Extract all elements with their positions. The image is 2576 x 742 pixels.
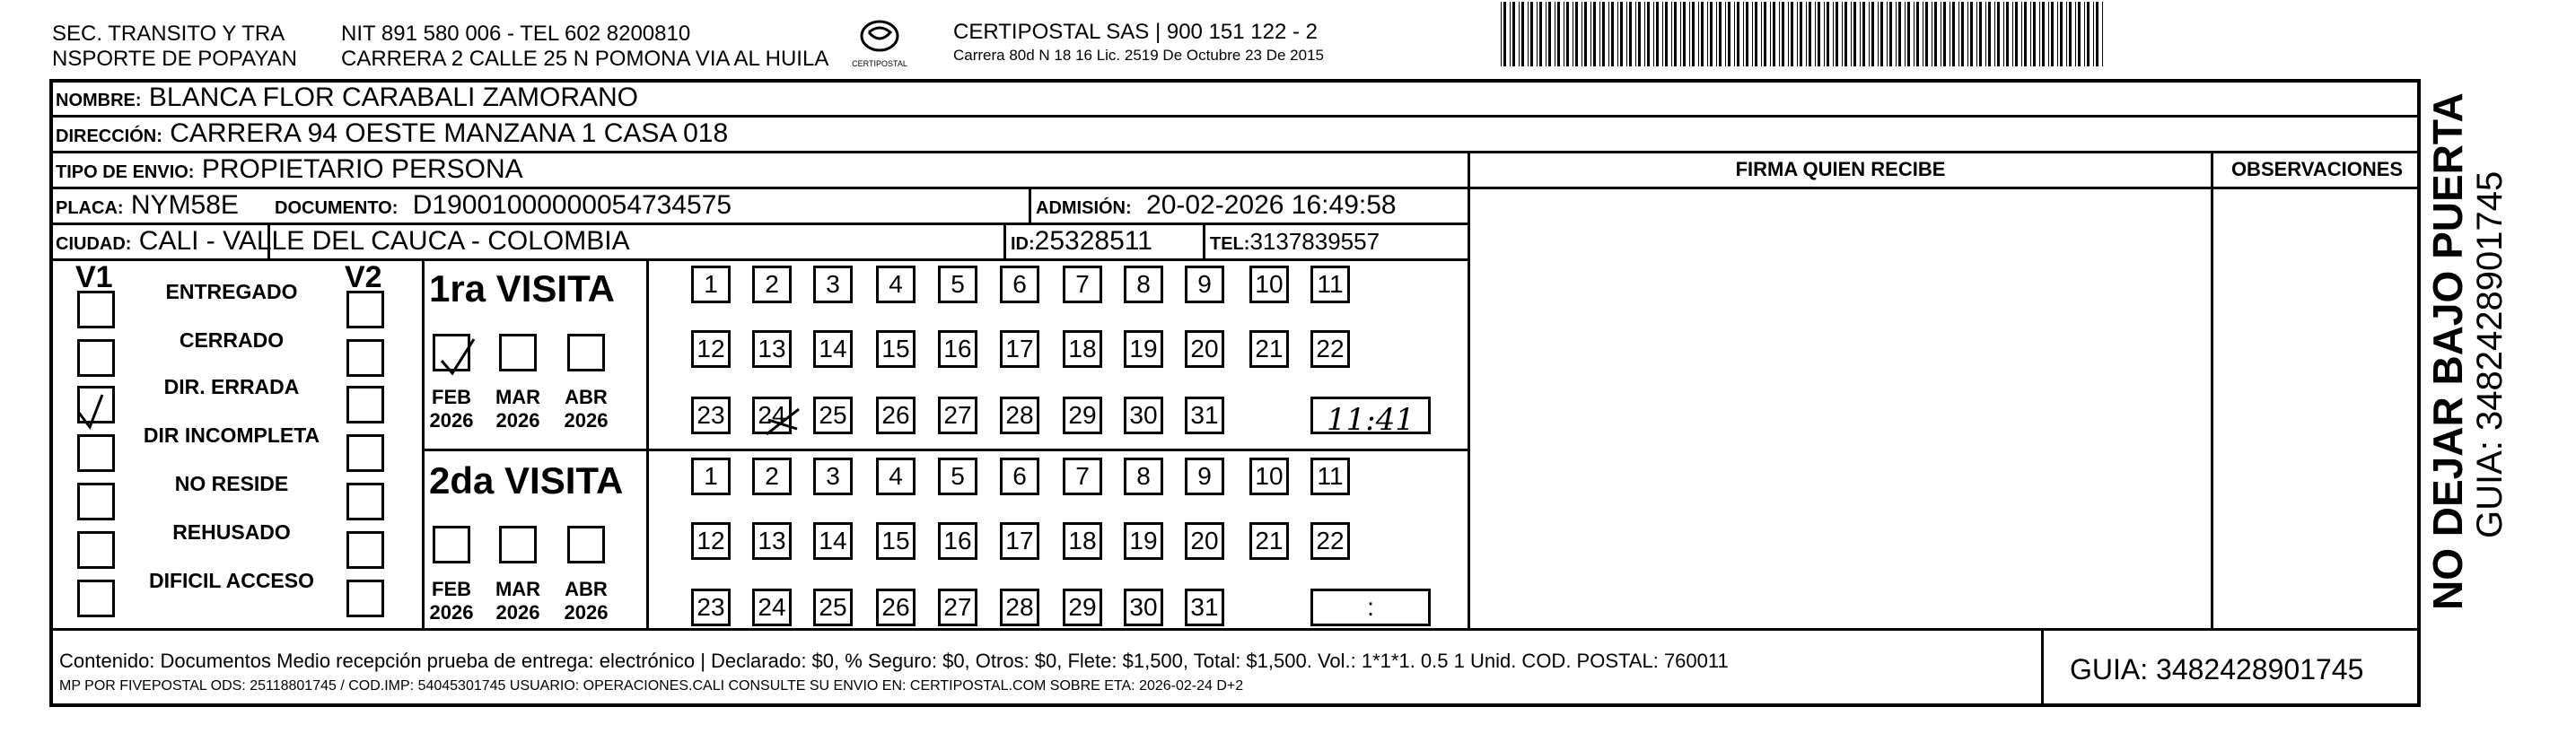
day-box[interactable]: 21 bbox=[1249, 330, 1289, 368]
barcode-bar bbox=[1629, 2, 1632, 66]
barcode-bar bbox=[1528, 2, 1529, 66]
day-box[interactable]: 24 bbox=[752, 589, 792, 626]
barcode-bar bbox=[1665, 2, 1668, 66]
barcode-bar bbox=[1985, 2, 1986, 66]
day-box[interactable]: 22 bbox=[1310, 330, 1350, 368]
day-box[interactable]: 9 bbox=[1185, 458, 1224, 495]
admision-label: ADMISIÓN: bbox=[1036, 198, 1132, 218]
nombre-value: BLANCA FLOR CARABALI ZAMORANO bbox=[148, 83, 639, 112]
day-box[interactable]: 22 bbox=[1310, 522, 1350, 560]
barcode-bar bbox=[1979, 2, 1982, 66]
barcode-bar bbox=[1862, 2, 1865, 66]
ciudad-field bbox=[56, 226, 630, 259]
barcode-bar bbox=[2075, 2, 2076, 66]
barcode-bar bbox=[1818, 2, 1820, 66]
month-label bbox=[425, 386, 478, 432]
barcode-bar bbox=[1537, 2, 1538, 66]
barcode-bar bbox=[2078, 2, 2081, 66]
month-year: 2026 bbox=[564, 409, 609, 432]
day-box[interactable]: 2 bbox=[752, 266, 792, 303]
day-box[interactable]: 16 bbox=[938, 330, 977, 368]
second-visit-title: 2da VISITA bbox=[429, 459, 624, 502]
status-v1-checkbox[interactable] bbox=[77, 483, 115, 520]
day-box[interactable]: 31 bbox=[1185, 589, 1224, 626]
courier-info bbox=[953, 20, 1324, 66]
status-v2-checkbox[interactable] bbox=[346, 434, 384, 472]
barcode-bar bbox=[2024, 2, 2027, 66]
month-year: 2026 bbox=[564, 601, 609, 624]
day-box[interactable]: 30 bbox=[1124, 397, 1163, 434]
barcode-bar bbox=[1608, 2, 1609, 66]
day-box[interactable]: 10 bbox=[1249, 458, 1289, 495]
day-box[interactable]: 30 bbox=[1124, 589, 1163, 626]
no-dejar-warning: NO DEJAR BAJO PUERTA bbox=[2424, 92, 2471, 610]
month-label bbox=[559, 578, 613, 624]
day-box[interactable]: 29 bbox=[1063, 589, 1102, 626]
status-v2-checkbox[interactable] bbox=[346, 483, 384, 520]
barcode-bar bbox=[1689, 2, 1690, 66]
barcode-bar bbox=[1755, 2, 1757, 66]
month-name: FEB bbox=[432, 578, 471, 600]
status-v1-checkbox[interactable] bbox=[77, 291, 115, 328]
barcode-bar bbox=[1934, 2, 1937, 66]
barcode-bar bbox=[2015, 2, 2018, 66]
day-box[interactable]: 27 bbox=[938, 589, 977, 626]
barcode-bar bbox=[1994, 2, 1995, 66]
barcode-bar bbox=[2102, 2, 2103, 66]
month-checkbox[interactable] bbox=[567, 526, 605, 563]
month-name: MAR bbox=[495, 578, 541, 600]
courier-line-2: Carrera 80d N 18 16 Lic. 2519 De Octubre 23 De 2015 bbox=[953, 47, 1324, 64]
tel-value: 3137839557 bbox=[1249, 228, 1380, 255]
barcode-bar bbox=[1680, 2, 1681, 66]
day-box[interactable]: 8 bbox=[1124, 266, 1163, 303]
barcode-bar bbox=[1746, 2, 1748, 66]
month-name: MAR bbox=[495, 386, 541, 408]
admision-value: 20-02-2026 16:49:58 bbox=[1146, 190, 1397, 220]
barcode-bar bbox=[2084, 2, 2085, 66]
crossed-day-mark-icon bbox=[761, 402, 806, 441]
barcode-bar bbox=[1626, 2, 1627, 66]
day-box[interactable]: 8 bbox=[1124, 458, 1163, 495]
barcode-bar bbox=[1590, 2, 1591, 66]
direccion-field bbox=[56, 118, 728, 152]
tipo-envio-field bbox=[56, 154, 523, 188]
barcode-bar bbox=[1833, 2, 1834, 66]
barcode-bar bbox=[1898, 2, 1901, 66]
barcode-bar bbox=[1806, 2, 1807, 66]
id-label: ID: bbox=[1011, 234, 1035, 254]
tel-field bbox=[1210, 226, 1380, 259]
day-box[interactable]: 14 bbox=[813, 330, 853, 368]
status-v2-checkbox[interactable] bbox=[346, 531, 384, 569]
day-box[interactable]: 31 bbox=[1185, 397, 1224, 434]
day-box[interactable]: 10 bbox=[1249, 266, 1289, 303]
id-value: 25328511 bbox=[1034, 226, 1152, 256]
barcode-bar bbox=[1782, 2, 1784, 66]
barcode-bar bbox=[1800, 2, 1802, 66]
day-box[interactable]: 11 bbox=[1310, 266, 1350, 303]
day-box[interactable]: 27 bbox=[938, 397, 977, 434]
barcode-bar bbox=[1575, 2, 1578, 66]
barcode-bar bbox=[1824, 2, 1825, 66]
signature-area[interactable] bbox=[1472, 190, 2208, 626]
barcode-bar bbox=[1719, 2, 1722, 66]
barcode-bar bbox=[2030, 2, 2031, 66]
barcode-bar bbox=[1698, 2, 1699, 66]
barcode-bar bbox=[1728, 2, 1730, 66]
day-box[interactable]: 16 bbox=[938, 522, 977, 560]
barcode-bar bbox=[2060, 2, 2063, 66]
barcode-bar bbox=[1988, 2, 1991, 66]
day-box[interactable]: 20 bbox=[1185, 330, 1224, 368]
barcode-bar bbox=[1997, 2, 2000, 66]
day-box[interactable]: 12 bbox=[691, 330, 731, 368]
barcode-bar bbox=[1539, 2, 1542, 66]
status-label: NO RESIDE bbox=[174, 472, 289, 495]
barcode-bar bbox=[1710, 2, 1713, 66]
day-box[interactable]: 3 bbox=[813, 458, 853, 495]
barcode-bar bbox=[1788, 2, 1789, 66]
status-label: DIFICIL ACCESO bbox=[148, 569, 314, 592]
barcode-bar bbox=[1797, 2, 1798, 66]
day-box[interactable]: 25 bbox=[813, 589, 853, 626]
day-box[interactable]: 19 bbox=[1124, 522, 1163, 560]
barcode-bar bbox=[1851, 2, 1852, 66]
barcode-bar bbox=[1638, 2, 1641, 66]
barcode-bar bbox=[2048, 2, 2049, 66]
sender-nit bbox=[341, 22, 828, 72]
day-box[interactable]: 18 bbox=[1063, 522, 1102, 560]
day-box[interactable]: 6 bbox=[1000, 458, 1039, 495]
barcode-bar bbox=[1791, 2, 1793, 66]
day-box[interactable]: 7 bbox=[1063, 266, 1102, 303]
courier-line-1: CERTIPOSTAL SAS | 900 151 122 - 2 bbox=[953, 20, 1318, 44]
svg-text:CERTIPOSTAL: CERTIPOSTAL bbox=[852, 59, 907, 68]
barcode-bar bbox=[1779, 2, 1780, 66]
day-box[interactable]: 24 bbox=[752, 397, 792, 434]
status-v1-checkbox[interactable] bbox=[77, 339, 115, 377]
barcode-bar bbox=[2069, 2, 2072, 66]
barcode-bar bbox=[1961, 2, 1964, 66]
barcode-bar bbox=[1674, 2, 1677, 66]
status-v1-checkbox[interactable] bbox=[77, 580, 115, 617]
barcode-bar bbox=[1611, 2, 1614, 66]
barcode-bar bbox=[1725, 2, 1726, 66]
status-label: DIR INCOMPLETA bbox=[143, 423, 320, 447]
day-box[interactable]: 4 bbox=[876, 266, 916, 303]
barcode-bar bbox=[1707, 2, 1708, 66]
day-box[interactable]: 25 bbox=[813, 397, 853, 434]
status-v1-checkbox[interactable] bbox=[77, 531, 115, 569]
barcode-bar bbox=[1869, 2, 1870, 66]
documento-field bbox=[275, 190, 732, 223]
barcode-bar bbox=[1701, 2, 1704, 66]
imp-text: MP POR FIVEPOSTAL ODS: 25118801745 / COD.IMP: 54045301745 USUARIO: OPERACIONES.CALI CONSULTE SU ENVIO EN: CERTIPOSTAL.COM SOBRE ETA: 2026-02-24 D+2 bbox=[59, 678, 1244, 694]
barcode-bar bbox=[1566, 2, 1569, 66]
day-box[interactable]: 4 bbox=[876, 458, 916, 495]
observations-area[interactable] bbox=[2215, 190, 2418, 626]
nombre-field bbox=[56, 83, 638, 116]
day-box[interactable]: 21 bbox=[1249, 522, 1289, 560]
barcode-bar bbox=[1683, 2, 1686, 66]
tipo-label: TIPO DE ENVIO: bbox=[56, 162, 195, 182]
month-name: FEB bbox=[432, 386, 471, 408]
nit-line-2: CARRERA 2 CALLE 25 N POMONA VIA AL HUILA bbox=[341, 47, 829, 71]
guia-footer: GUIA: 3482428901745 bbox=[2070, 653, 2364, 685]
admision-field bbox=[1036, 190, 1397, 223]
barcode-bar bbox=[1860, 2, 1861, 66]
ciudad-label: CIUDAD: bbox=[56, 234, 132, 254]
barcode-bar bbox=[1512, 2, 1515, 66]
day-box[interactable]: 1 bbox=[691, 458, 731, 495]
day-box[interactable]: 18 bbox=[1063, 330, 1102, 368]
barcode-bar bbox=[2066, 2, 2067, 66]
day-box[interactable]: 1 bbox=[691, 266, 731, 303]
day-box[interactable]: 14 bbox=[813, 522, 853, 560]
id-field bbox=[1011, 226, 1152, 259]
day-box[interactable]: 26 bbox=[876, 589, 916, 626]
barcode-bar bbox=[2051, 2, 2054, 66]
day-box[interactable]: 7 bbox=[1063, 458, 1102, 495]
status-v2-checkbox[interactable] bbox=[346, 339, 384, 377]
barcode-bar bbox=[1967, 2, 1968, 66]
barcode-bar bbox=[1958, 2, 1959, 66]
barcode bbox=[1501, 2, 2104, 66]
day-box[interactable]: 28 bbox=[1000, 589, 1039, 626]
barcode-bar bbox=[1734, 2, 1735, 66]
barcode-bar bbox=[2057, 2, 2058, 66]
barcode-bar bbox=[1620, 2, 1623, 66]
barcode-bar bbox=[1644, 2, 1645, 66]
status-v2-checkbox[interactable] bbox=[346, 386, 384, 423]
barcode-bar bbox=[1752, 2, 1753, 66]
barcode-bar bbox=[1653, 2, 1654, 66]
barcode-bar bbox=[1880, 2, 1883, 66]
documento-label: DOCUMENTO: bbox=[275, 198, 399, 218]
placa-field bbox=[56, 190, 239, 223]
barcode-bar bbox=[1501, 2, 1502, 66]
day-box[interactable]: 17 bbox=[1000, 330, 1039, 368]
day-box[interactable]: 19 bbox=[1124, 330, 1163, 368]
barcode-bar bbox=[2006, 2, 2009, 66]
first-visit-title: 1ra VISITA bbox=[429, 267, 615, 310]
day-box[interactable]: 13 bbox=[752, 330, 792, 368]
barcode-bar bbox=[1662, 2, 1663, 66]
nit-line-1: NIT 891 580 006 - TEL 602 8200810 bbox=[341, 22, 691, 46]
barcode-bar bbox=[1770, 2, 1771, 66]
day-box[interactable]: 23 bbox=[691, 397, 731, 434]
barcode-bar bbox=[1952, 2, 1955, 66]
day-box[interactable]: 5 bbox=[938, 266, 977, 303]
day-box[interactable]: 17 bbox=[1000, 522, 1039, 560]
barcode-bar bbox=[1916, 2, 1919, 66]
documento-value: D19001000000054734575 bbox=[412, 190, 732, 220]
barcode-bar bbox=[2093, 2, 2094, 66]
placa-value: NYM58E bbox=[130, 190, 239, 220]
month-year: 2026 bbox=[495, 409, 540, 432]
barcode-bar bbox=[1827, 2, 1829, 66]
barcode-bar bbox=[1584, 2, 1587, 66]
barcode-bar bbox=[1743, 2, 1744, 66]
barcode-bar bbox=[1896, 2, 1897, 66]
barcode-bar bbox=[2003, 2, 2004, 66]
barcode-bar bbox=[1557, 2, 1560, 66]
day-box[interactable]: 13 bbox=[752, 522, 792, 560]
barcode-bar bbox=[1764, 2, 1766, 66]
observaciones-header: OBSERVACIONES bbox=[2230, 158, 2404, 180]
month-checkbox[interactable] bbox=[499, 334, 537, 371]
barcode-bar bbox=[2012, 2, 2013, 66]
month-label bbox=[425, 578, 478, 624]
barcode-bar bbox=[1602, 2, 1605, 66]
sender-line-1: SEC. TRANSITO Y TRA bbox=[52, 22, 285, 46]
tel-label: TEL: bbox=[1210, 234, 1250, 254]
month-label bbox=[559, 386, 613, 432]
sender-line-2: NSPORTE DE POPAYAN bbox=[52, 47, 297, 71]
barcode-bar bbox=[1842, 2, 1843, 66]
barcode-bar bbox=[2039, 2, 2040, 66]
status-v2-checkbox[interactable] bbox=[346, 580, 384, 617]
barcode-bar bbox=[1503, 2, 1506, 66]
day-box[interactable]: 15 bbox=[876, 522, 916, 560]
barcode-bar bbox=[1521, 2, 1524, 66]
month-checkbox[interactable] bbox=[567, 334, 605, 371]
barcode-bar bbox=[2087, 2, 2090, 66]
barcode-bar bbox=[2096, 2, 2098, 66]
ciudad-value: CALI - VALLE DEL CAUCA - COLOMBIA bbox=[138, 226, 630, 256]
nombre-label: NOMBRE: bbox=[56, 91, 142, 110]
barcode-bar bbox=[1617, 2, 1618, 66]
day-box[interactable]: 15 bbox=[876, 330, 916, 368]
month-year: 2026 bbox=[429, 601, 474, 624]
barcode-bar bbox=[2042, 2, 2045, 66]
v1-header: V1 bbox=[75, 260, 113, 294]
barcode-bar bbox=[1943, 2, 1946, 66]
month-label bbox=[491, 386, 545, 432]
status-v1-checkbox[interactable] bbox=[77, 434, 115, 472]
day-box[interactable]: 9 bbox=[1185, 266, 1224, 303]
barcode-bar bbox=[1970, 2, 1973, 66]
barcode-bar bbox=[1647, 2, 1650, 66]
day-box[interactable]: 28 bbox=[1000, 397, 1039, 434]
barcode-bar bbox=[1635, 2, 1636, 66]
day-box[interactable]: 29 bbox=[1063, 397, 1102, 434]
day-box[interactable]: 6 bbox=[1000, 266, 1039, 303]
certipostal-logo-icon bbox=[839, 16, 920, 70]
guia-side: GUIA: 3482428901745 bbox=[2470, 170, 2510, 538]
status-label: DIR. ERRADA bbox=[163, 375, 300, 398]
sender-name bbox=[52, 22, 297, 72]
status-v2-checkbox[interactable] bbox=[346, 291, 384, 328]
status-label: CERRADO bbox=[179, 328, 285, 352]
month-year: 2026 bbox=[429, 409, 474, 432]
barcode-bar bbox=[1761, 2, 1762, 66]
barcode-bar bbox=[1716, 2, 1717, 66]
v2-header: V2 bbox=[345, 260, 382, 294]
barcode-bar bbox=[1671, 2, 1672, 66]
barcode-bar bbox=[1815, 2, 1816, 66]
month-year: 2026 bbox=[495, 601, 540, 624]
day-box[interactable]: 23 bbox=[691, 589, 731, 626]
day-box[interactable]: 12 bbox=[691, 522, 731, 560]
dir-errada-checkmark-icon bbox=[72, 391, 126, 436]
barcode-bar bbox=[1510, 2, 1511, 66]
barcode-bar bbox=[1976, 2, 1977, 66]
barcode-bar bbox=[2033, 2, 2036, 66]
barcode-bar bbox=[1548, 2, 1551, 66]
barcode-bar bbox=[1656, 2, 1659, 66]
barcode-bar bbox=[1692, 2, 1695, 66]
contenido-text: Contenido: Documentos Medio recepción prueba de entrega: electrónico | Declarado: $0, % Seguro: $0, Otros: $0, Flete: $1,500, Total: $1,500. Vol.: 1*1*1. 0.5 1 Unid. COD. POSTAL: 760011 bbox=[59, 650, 1729, 672]
handwritten-time: 11:41 bbox=[1327, 402, 1415, 438]
placa-label: PLACA: bbox=[56, 198, 124, 218]
barcode-bar bbox=[1809, 2, 1811, 66]
day-box[interactable]: 5 bbox=[938, 458, 977, 495]
barcode-bar bbox=[1599, 2, 1600, 66]
status-label: REHUSADO bbox=[172, 520, 291, 544]
barcode-bar bbox=[1905, 2, 1906, 66]
day-box[interactable]: 11 bbox=[1310, 458, 1350, 495]
barcode-bar bbox=[1593, 2, 1596, 66]
time-box[interactable]: : bbox=[1310, 589, 1431, 626]
barcode-bar bbox=[1889, 2, 1892, 66]
month-name: ABR bbox=[565, 386, 608, 408]
day-box[interactable]: 26 bbox=[876, 397, 916, 434]
direccion-label: DIRECCIÓN: bbox=[56, 127, 162, 146]
month-name: ABR bbox=[565, 578, 608, 600]
barcode-bar bbox=[1887, 2, 1888, 66]
firma-header: FIRMA QUIEN RECIBE bbox=[1735, 158, 1946, 180]
barcode-bar bbox=[1907, 2, 1910, 66]
month-label bbox=[491, 578, 545, 624]
barcode-bar bbox=[1836, 2, 1838, 66]
barcode-bar bbox=[1530, 2, 1533, 66]
barcode-bar bbox=[1878, 2, 1879, 66]
direccion-value: CARRERA 94 OESTE MANZANA 1 CASA 018 bbox=[170, 118, 729, 148]
barcode-bar bbox=[1871, 2, 1874, 66]
feb-checkmark-icon bbox=[431, 334, 485, 379]
barcode-bar bbox=[1844, 2, 1847, 66]
tipo-value: PROPIETARIO PERSONA bbox=[201, 154, 523, 184]
barcode-bar bbox=[1925, 2, 1928, 66]
day-box[interactable]: 20 bbox=[1185, 522, 1224, 560]
day-box[interactable]: 3 bbox=[813, 266, 853, 303]
status-label: ENTREGADO bbox=[165, 280, 298, 303]
barcode-bar bbox=[1737, 2, 1739, 66]
month-checkbox[interactable] bbox=[433, 526, 470, 563]
barcode-bar bbox=[1773, 2, 1775, 66]
day-box[interactable]: 2 bbox=[752, 458, 792, 495]
month-checkbox[interactable] bbox=[499, 526, 537, 563]
barcode-bar bbox=[1853, 2, 1856, 66]
barcode-bar bbox=[1519, 2, 1520, 66]
barcode-bar bbox=[2021, 2, 2022, 66]
